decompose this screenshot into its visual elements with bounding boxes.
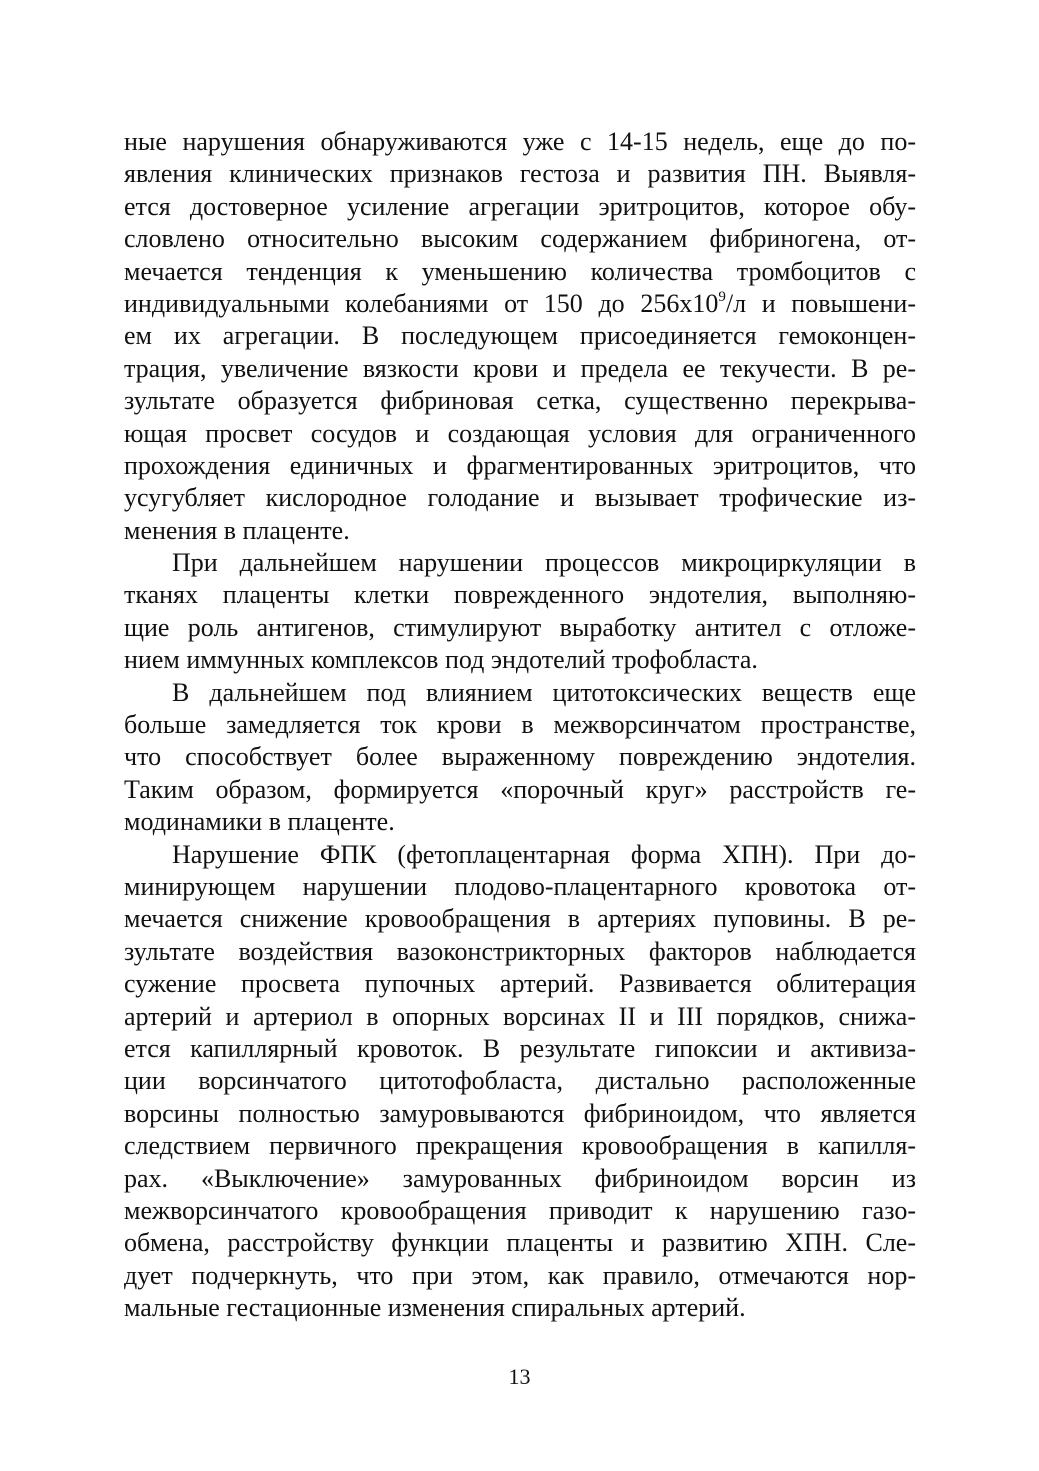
- text-line: При дальнейшем нарушении процессов микроциркуляции в: [172, 548, 916, 578]
- text-line: мальные гестационные изменения спиральных артерий.: [124, 1293, 746, 1323]
- text-line: что способствует более выраженному повреждению эндотелия.: [124, 742, 916, 772]
- text-line: ворсины полностью замуровываются фибриноидом, что является: [124, 1098, 916, 1128]
- text-line: ется достоверное усиление агрегации эритроцитов, которое обу-: [124, 191, 916, 221]
- body-text: [124, 126, 916, 1324]
- text-line: усугубляет кислородное голодание и вызывает трофические из-: [124, 483, 916, 513]
- text-line: артерий и артериол в опорных ворсинах II и III порядков, снижа-: [124, 1001, 916, 1031]
- page-number: 13: [508, 1364, 531, 1389]
- superscript: 9: [718, 288, 726, 305]
- text-line: Таким образом, формируется «порочный круг» расстройств ге-: [124, 774, 916, 804]
- text-line: Нарушение ФПК (фетоплацентарная форма ХПН). При до-: [172, 839, 916, 869]
- text-line: ции ворсинчатого цитотофобласта, дистально расположенные: [124, 1066, 916, 1096]
- text-line: рах. «Выключение» замурованных фибриноидом ворсин из: [124, 1163, 916, 1193]
- text-line: зультате образуется фибриновая сетка, существенно перекрыва-: [124, 386, 916, 416]
- text-line: мечается тенденция к уменьшению количества тромбоцитов с: [124, 256, 916, 286]
- text-line: прохождения единичных и фрагментированных эритроцитов, что: [124, 450, 916, 480]
- text-line: дует подчеркнуть, что при этом, как правило, отмечаются нор-: [124, 1260, 916, 1290]
- text-line: тканях плаценты клетки поврежденного эндотелия, выполняю-: [124, 580, 916, 610]
- text-line: больше замедляется ток крови в межворсинчатом пространстве,: [124, 710, 916, 740]
- paragraph-3: [124, 677, 916, 839]
- text-line: минирующем нарушении плодово-плацентарного кровотока от-: [124, 871, 916, 901]
- text-line: явления клинических признаков гестоза и развития ПН. Выявля-: [124, 159, 916, 189]
- text-line: обмена, расстройству функции плаценты и развитию ХПН. Сле-: [124, 1228, 916, 1258]
- text-fragment: индивидуальными колебаниями от 150 до 256х10: [124, 288, 719, 318]
- text-line: щие роль антигенов, стимулируют выработку антител с отложе-: [124, 612, 916, 642]
- text-line: модинамики в плаценте.: [124, 807, 395, 837]
- text-line: менения в плаценте.: [124, 515, 350, 545]
- text-line: сужение просвета пупочных артерий. Развивается облитерация: [124, 969, 916, 999]
- text-line: ем их агрегации. В последующем присоединяется гемоконцен-: [124, 321, 916, 351]
- text-line: словлено относительно высоким содержанием фибриногена, от-: [124, 224, 916, 254]
- text-line: межворсинчатого кровообращения приводит к нарушению газо-: [124, 1195, 916, 1225]
- paragraph-1: [124, 126, 916, 547]
- text-fragment: /л и повышени-: [725, 288, 916, 318]
- text-line: мечается снижение кровообращения в артериях пуповины. В ре-: [124, 904, 916, 934]
- text-line: следствием первичного прекращения кровообращения в капилля-: [124, 1131, 916, 1161]
- text-line: В дальнейшем под влиянием цитотоксических веществ еще: [172, 677, 916, 707]
- text-line: ется капиллярный кровоток. В результате гипоксии и активиза-: [124, 1033, 916, 1063]
- text-line: ные нарушения обнаруживаются уже с 14-15 недель, еще до по-: [124, 127, 916, 156]
- text-line: нием иммунных комплексов под эндотелий трофобласта.: [124, 645, 758, 675]
- text-line: [124, 288, 916, 320]
- text-line: трация, увеличение вязкости крови и предела ее текучести. В ре-: [124, 353, 916, 383]
- text-line: зультате воздействия вазоконстрикторных факторов наблюдается: [124, 936, 916, 966]
- paragraph-2: [124, 547, 916, 677]
- paragraph-4: [124, 839, 916, 1325]
- text-line: ющая просвет сосудов и создающая условия для ограниченного: [124, 418, 916, 448]
